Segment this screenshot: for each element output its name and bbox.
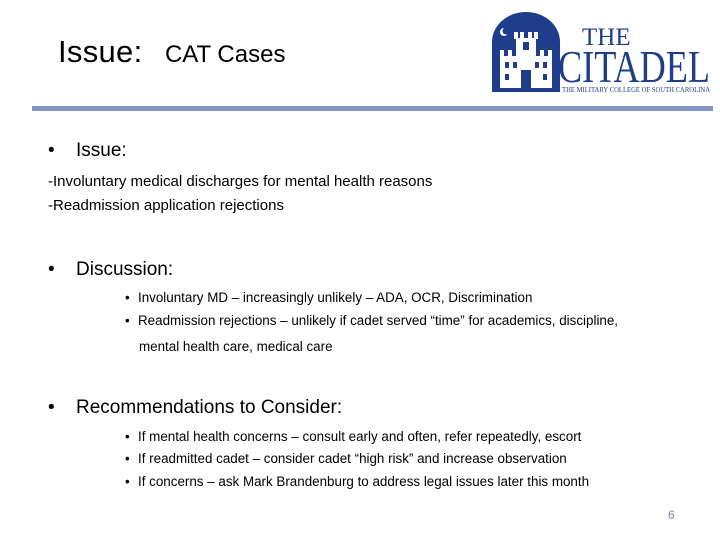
title-divider [32, 106, 713, 111]
discussion-item-continuation: mental health care, medical care [139, 339, 333, 354]
recommendation-item: • If readmitted cadet – consider cadet “high risk” and increase observation [125, 451, 567, 466]
logo-the: THE [582, 24, 631, 51]
slide-title [58, 34, 285, 70]
issue-line: -Involuntary medical discharges for mental health reasons [48, 173, 433, 190]
issue-line: -Readmission application rejections [48, 197, 284, 214]
page-number: 6 [668, 508, 675, 522]
recommendation-item: • If mental health concerns – consult early and often, refer repeatedly, escort [125, 429, 582, 444]
issue-heading: • Issue: [48, 140, 127, 161]
recommendation-item: • If concerns – ask Mark Brandenburg to address legal issues later this month [125, 474, 590, 489]
slide-title-main: Issue: [58, 34, 143, 69]
discussion-item: • Readmission rejections – unlikely if cadet served “time” for academics, discipline, [125, 313, 619, 328]
citadel-logo [490, 12, 712, 94]
discussion-heading: • Discussion: [48, 259, 174, 280]
logo-tagline: THE MILITARY COLLEGE OF SOUTH CAROLINA [562, 86, 710, 94]
discussion-item: • Involuntary MD – increasingly unlikely – ADA, OCR, Discrimination [125, 290, 533, 305]
recommendations-heading: • Recommendations to Consider: [48, 397, 343, 418]
slide-title-sub: CAT Cases [164, 41, 286, 68]
logo-name: CITADEL [558, 41, 710, 92]
